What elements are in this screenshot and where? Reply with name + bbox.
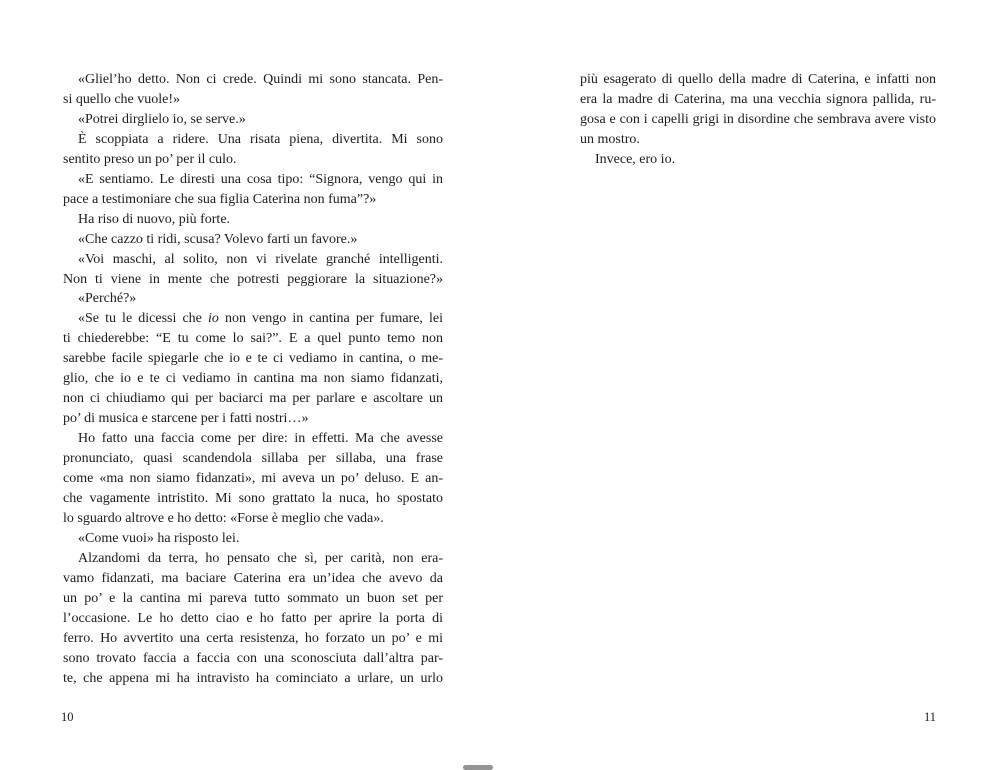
text-line: ti chiederebbe: “E tu come lo sai?”. E a quel punto temo non	[63, 331, 443, 347]
text-line: era la madre di Caterina, ma una vecchia signora pallida, ru-	[580, 91, 936, 107]
text-line: un po’ e la cantina mi pareva tutto sommato un buon set per	[63, 590, 443, 606]
text-line: Ho fatto una faccia come per dire: in effetti. Ma che avesse	[78, 431, 443, 447]
text-line: lo sguardo altrove e ho detto: «Forse è meglio che vada».	[63, 510, 384, 526]
page-number-left: 10	[61, 710, 74, 724]
text-line: Invece, ero io.	[595, 151, 676, 167]
text-line: «Perché?»	[78, 291, 137, 307]
text-line: l’occasione. Le ho detto ciao e ho fatto per aprire la porta di	[63, 610, 443, 626]
text-line: te, che appena mi ha intravisto ha cominciato a urlare, un urlo	[63, 670, 443, 686]
text-line: pronunciato, quasi scandendola sillaba per sillaba, una frase	[63, 451, 443, 467]
text-line: pace a testimoniare che sua figlia Caterina non fuma”?»	[63, 191, 377, 207]
text-line: «E sentiamo. Le diresti una cosa tipo: “Signora, vengo qui in	[78, 171, 443, 187]
text-line: si quello che vuole!»	[63, 91, 181, 107]
text-line: «Se tu le dicessi che io non vengo in cantina per fumare, lei	[78, 311, 443, 327]
text-line: È scoppiata a ridere. Una risata piena, divertita. Mi sono	[78, 131, 443, 147]
text-line: gosa e con i capelli grigi in disordine che sembrava avere visto	[580, 111, 936, 127]
text-line: glio, che io e te ci vediamo in cantina ma non siamo fidanzati,	[63, 371, 443, 387]
text-line: più esagerato di quello della madre di Caterina, e infatti non	[580, 72, 936, 87]
left-page-text	[63, 70, 443, 689]
text-line: Ha riso di nuovo, più forte.	[78, 211, 231, 227]
page-number-right: 11	[923, 710, 936, 724]
text-line: «Che cazzo ti ridi, scusa? Volevo farti un favore.»	[78, 231, 358, 247]
text-line: vamo fidanzati, ma baciare Caterina era un’idea che avevo da	[63, 570, 443, 586]
text-line: po’ di musica e starcene per i fatti nostri…»	[63, 411, 309, 427]
bottom-drag-handle[interactable]	[463, 765, 493, 770]
text-line: un mostro.	[580, 131, 640, 147]
text-line: «Potrei dirglielo io, se serve.»	[78, 111, 246, 127]
right-page-text	[580, 70, 936, 170]
text-line: non ci chiudiamo qui per baciarci ma per parlare e ascoltare un	[63, 391, 443, 407]
text-line: sentito preso un po’ per il culo.	[63, 151, 237, 167]
text-line: «Gliel’ho detto. Non ci crede. Quindi mi sono stancata. Pen-	[78, 72, 443, 87]
text-line: «Come vuoi» ha risposto lei.	[78, 530, 240, 546]
text-line: Alzandomi da terra, ho pensato che sì, per carità, non era-	[78, 550, 443, 566]
text-line: come «ma non siamo fidanzati», mi aveva un po’ deluso. E an-	[63, 471, 443, 487]
text-line: sono trovato faccia a faccia con una sconosciuta dall’altra par-	[63, 650, 443, 666]
text-line: Non ti viene in mente che potresti peggiorare la situazione?»	[63, 271, 443, 287]
text-line: ferro. Ho avvertito una certa resistenza, ho forzato un po’ e mi	[63, 630, 443, 646]
text-line: «Voi maschi, al solito, non vi rivelate granché intelligenti.	[78, 251, 443, 267]
text-line: sarebbe facile spiegarle che io e te ci vediamo in cantina, o me-	[63, 351, 443, 367]
text-line: che vagamente intristito. Mi sono grattato la nuca, ho spostato	[63, 491, 443, 507]
